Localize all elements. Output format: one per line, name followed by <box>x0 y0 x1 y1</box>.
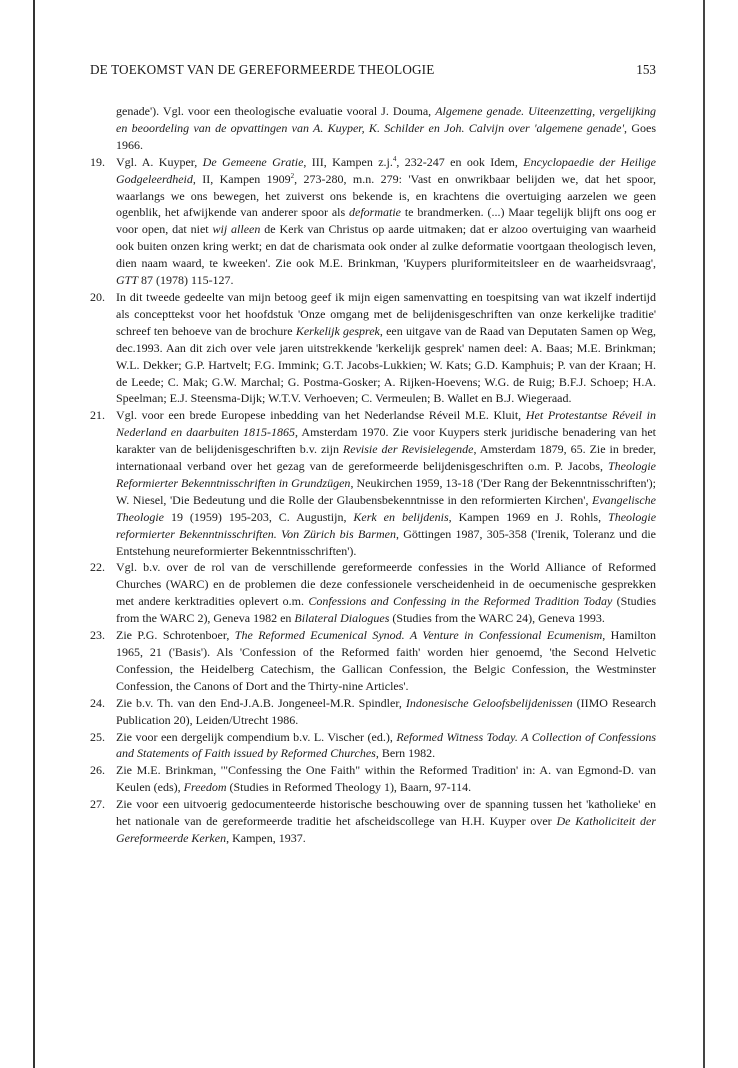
page-number: 153 <box>636 62 656 77</box>
text-run: (Studies in Reformed Theology 1), Baarn, 97-114. <box>226 780 472 795</box>
footnote-text <box>116 762 656 796</box>
text-run: (Studies from the WARC 24), Geneva 1993. <box>389 611 605 626</box>
italic-title: Theologie reformierter Bekenntnisschriften. Von Zürich bis Barmen <box>116 509 657 541</box>
footnote-number: 23. <box>90 628 105 643</box>
footnote <box>90 762 656 796</box>
text-run: Zie P.G. Schrotenboer, <box>116 628 235 643</box>
text-run: , Goes 1966. <box>116 120 656 152</box>
footnote-text <box>116 695 656 729</box>
italic-title: Kerk en belijdenis <box>353 509 449 524</box>
text-run: Vgl. A. Kuyper, <box>116 154 203 169</box>
italic-title: Evangelische Theologie <box>116 492 656 524</box>
text-run: , III, Kampen z.j. <box>303 154 393 169</box>
text-run: , 273-280, m.n. 279: 'Vast en onwrikbaar belijden we, dat het spoor, waarlangs we ons bewegen, het zuiverst ons bekende is, en krachtens die overtuiging aarzelen we geen ogenblik, het afwijkende van anderer spoor als <box>116 171 656 220</box>
footnote <box>90 559 656 627</box>
text-run: , 232-247 en ook Idem, <box>396 154 524 169</box>
text-run: te brandmerken. (...) Maar tegelijk blijft ons oog er voor open, dat niet <box>116 205 656 237</box>
footnote-text <box>116 103 656 154</box>
italic-title: Freedom <box>183 780 227 795</box>
text-run: genade'). Vgl. voor een theologische evaluatie vooral J. Douma, <box>116 104 436 118</box>
text-run: , Amsterdam 1879, 65. Zie in breder, internationaal verband over het gezag van de gereformeerde belijdenisgeschriften o.m. P. Jacobs, <box>116 442 657 474</box>
edition-superscript: 2 <box>290 171 295 180</box>
italic-title: Confessions and Confessing in the Reformed Tradition Today <box>308 594 613 609</box>
edition-superscript: 4 <box>392 154 397 163</box>
page-header <box>90 62 656 82</box>
footnote-text <box>116 289 656 407</box>
italic-title: GTT <box>116 273 139 288</box>
italic-title: Reformed Witness Today. A Collection of Confessions and Statements of Faith issued by Reformed Churches <box>116 729 656 761</box>
footnote <box>90 154 656 289</box>
text-run: Zie M.E. Brinkman, '"Confessing the One Faith" within the Reformed Tradition' in: A. van Egmond-D. van Keulen (eds), <box>116 763 656 795</box>
text-run: , II, Kampen 1909 <box>192 171 291 186</box>
footnote-continuation <box>90 103 656 154</box>
italic-title: Bilateral Dialogues <box>294 611 390 626</box>
footnote-text <box>116 729 656 763</box>
footnote-text <box>116 154 656 289</box>
footnote-number: 26. <box>90 763 105 778</box>
text-run: 19 (1959) 195-203, C. Augustijn, <box>164 509 354 524</box>
text-run: , Amsterdam 1970. Zie voor Kuypers sterk juridische benadering van het karakter van de belijdenisgeschriften b.v. zijn <box>116 425 656 457</box>
text-run: (Studies from the WARC 2), Geneva 1982 en <box>116 594 656 626</box>
text-run: , Hamilton 1965, 21 ('Basis'). Als 'Confession of the Reformed faith' worden hier genoemd, 'the Second Helvetic Confession, the Heidelberg Catechism, the Gallican Confession, the Belgic Confession, the Westminster Confession, the Canons of Dort and the Thirty-nine Articles'. <box>116 628 657 693</box>
italic-title: De Katholiciteit der Gereformeerde Kerken <box>116 814 657 845</box>
footnote-number: 27. <box>90 797 105 812</box>
italic-title: The Reformed Ecumenical Synod. A Venture in Confessional Ecumenism <box>234 628 603 643</box>
footnotes-list <box>90 103 656 847</box>
text-run: , een uitgave van de Raad van Deputaten Samen op Weg, dec.1993. Aan dit zich over vele jaren uitstrekkende 'kerkelijk gesprek' namen deel: A. Baas; M.E. Brinkman; W.L. Dekker; G.P. Hartvelt; F.G. Immink; G.T. Jacobs-Lukkien; W. Kats; G.D. Kamphuis; P. van der Kraan; H. de Leede; C. Mak; G.W. Marchal; G. Postma-Gosker; A. Rijken-Hoevens; W.G. de Ruig; B.F.J. Schoep; H.A. Speelman; E.J. Steensma-Dijk; W.T.V. Verhoeven; C. Vermeulen; B. Wallet en B.J. Wiegeraad. <box>116 323 656 406</box>
footnote <box>90 729 656 763</box>
footnote-number: 20. <box>90 289 105 304</box>
italic-title: Algemene genade. Uiteenzetting, vergelijking en beoordeling van de opvattingen van A. Kuyper, K. Schilder en Joh. Calvijn over 'algemene genade' <box>116 104 656 135</box>
footnote-number: 21. <box>90 408 105 423</box>
text-run: In dit tweede gedeelte van mijn betoog geef ik mijn eigen samenvatting en toespitsing van wat ikzelf indertijd als concepttekst voor het hoofdstuk 'Onze omgang met de belijdenisgeschriften van onze kerkelijke traditie' schreef ten behoeve van de brochure <box>116 289 656 338</box>
footnote-number: 24. <box>90 695 105 710</box>
scan-edge-left <box>33 0 35 1068</box>
footnote-number: 22. <box>90 560 105 575</box>
italic-title: Revisie der Revisielegende <box>342 442 474 457</box>
footnote <box>90 796 656 847</box>
footnote-text <box>116 559 656 627</box>
italic-title: De Gemeene Gratie <box>202 154 304 169</box>
text-run: 87 (1978) 115-127. <box>138 273 234 288</box>
text-run: , Kampen 1969 en J. Rohls, <box>448 509 609 524</box>
italic-title: wij alleen <box>212 222 261 237</box>
text-run: , Bern 1982. <box>375 746 436 761</box>
text-run: , Kampen, 1937. <box>226 830 306 845</box>
footnote <box>90 289 656 407</box>
footnote-text <box>116 627 656 695</box>
italic-title: Het Protestantse Réveil in Nederland en daarbuiten 1815-1865 <box>116 408 656 440</box>
text-run: , Neukirchen 1959, 13-18 ('Der Rang der Bekenntnisschriften'); W. Niesel, 'Die Bedeutung und die Rolle der Glaubensbekenntnisse in den reformierten Kirchen', <box>116 475 656 507</box>
footnote <box>90 695 656 729</box>
footnote <box>90 407 656 559</box>
italic-title: Kerkelijk gesprek <box>295 323 380 338</box>
footnote-text <box>116 796 656 847</box>
footnote-text <box>116 407 656 559</box>
footnote <box>90 627 656 695</box>
text-run: Zie voor een dergelijk compendium b.v. L. Vischer (ed.), <box>116 729 397 744</box>
italic-title: Theologie Reformierter Bekenntnisschriften in Grundzügen <box>116 459 656 490</box>
text-run: Zie b.v. Th. van den End-J.A.B. Jongeneel-M.R. Spindler, <box>116 695 406 710</box>
text-run: , Göttingen 1987, 305-358 ('Irenik, Toleranz und die Entstehung neureformierter Bekenntnisschriften'). <box>116 526 656 558</box>
text-run: de Kerk van Christus op aarde uitmaken; dat er alzoo overtuiging van waarheid ook buiten onzen kring werkt; en dat de charismata ook onder al zulke deformatie voortgaan theologisch leven, dien naam waard, te kweeken'. Zie ook M.E. Brinkman, 'Kuypers pluriformiteitsleer en de waarheidsvraag', <box>116 222 656 271</box>
text-run: (IIMO Research Publication 20), Leiden/Utrecht 1986. <box>116 695 656 727</box>
footnote-number: 19. <box>90 154 105 169</box>
italic-title: Encyclopaedie der Heilige Godgeleerdheid <box>116 154 656 186</box>
italic-title: Indonesische Geloofsbelijdenissen <box>405 695 573 710</box>
text-run: Vgl. b.v. over de rol van de verschillende gereformeerde confessies in the World Alliance of Reformed Churches (WARC) en de problemen die deze confessionele verscheidenheid in de oecumenische gesprekken met andere kerktradities oplevert o.m. <box>116 560 656 609</box>
italic-title: deformatie <box>349 205 402 220</box>
footnote-number: 25. <box>90 729 105 744</box>
running-title: DE TOEKOMST VAN DE GEREFORMEERDE THEOLOGIE <box>90 62 435 77</box>
text-run: Zie voor een uitvoerig gedocumenteerde historische beschouwing over de spanning tussen het 'katholieke' en het nationale van de gereformeerde traditie het afscheidscollege van H.H. Kuyper over <box>116 797 656 829</box>
scan-edge-right <box>703 0 705 1068</box>
text-run: Vgl. voor een brede Europese inbedding van het Nederlandse Réveil M.E. Kluit, <box>116 408 526 423</box>
